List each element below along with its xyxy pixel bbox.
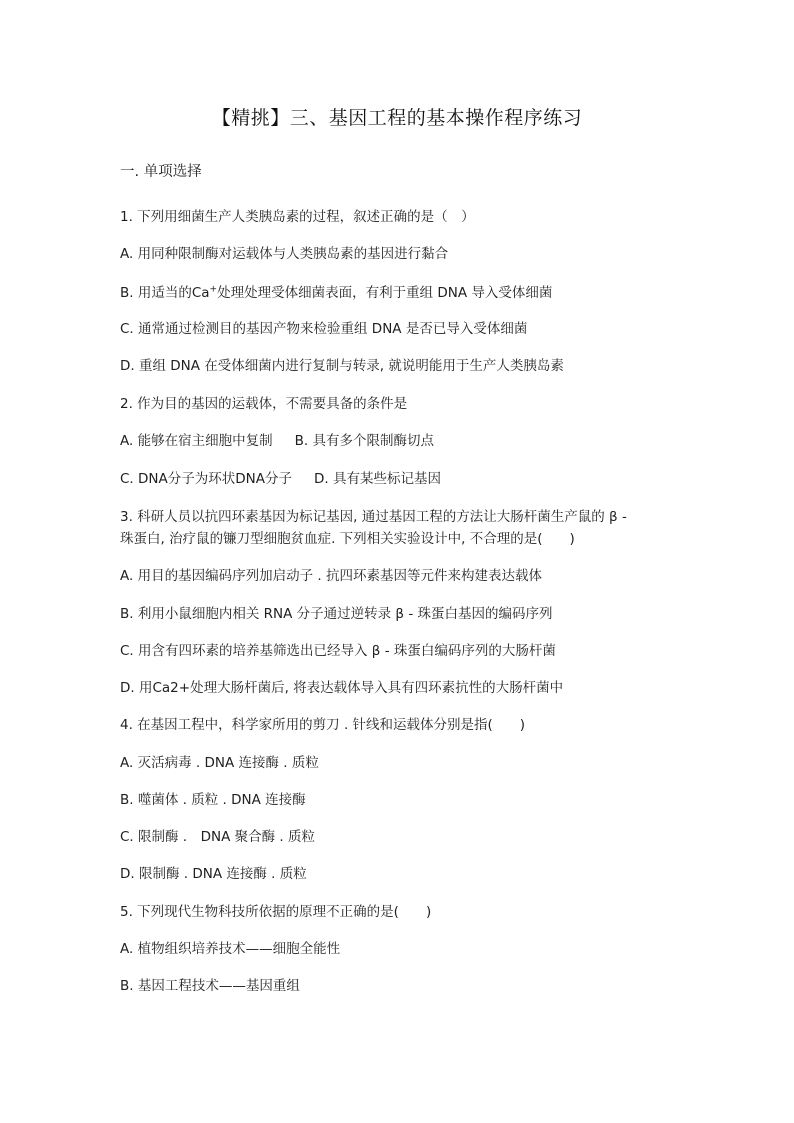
question-2-options-ab	[120, 432, 434, 450]
question-4-option-a: A. 灭活病毒 . DNA 连接酶 . 质粒	[120, 755, 319, 771]
question-1-option-a: A. 用同种限制酶对运载体与人类胰岛素的基因进行黏合	[120, 246, 449, 262]
question-2-options-cd	[120, 470, 441, 488]
question-1-option-d: D. 重组 DNA 在受体细菌内进行复制与转录, 就说明能用于生产人类胰岛素	[120, 358, 564, 374]
question-2-stem: 2. 作为目的基因的运载体，不需要具备的条件是	[120, 396, 408, 412]
question-2-option-c: C. DNA分子为环状DNA分子	[120, 471, 292, 487]
question-3-option-c: C. 用含有四环素的培养基筛选出已经导入 β - 珠蛋白编码序列的大肠杆菌	[120, 643, 556, 659]
question-4-option-d: D. 限制酶 . DNA 连接酶 . 质粒	[120, 866, 307, 882]
question-5-stem: 5. 下列现代生物科技所依据的原理不正确的是( )	[120, 904, 432, 920]
question-1-option-b-suffix: 处理处理受体细菌表面，有利于重组 DNA 导入受体细菌	[217, 285, 553, 301]
question-4-stem: 4. 在基因工程中，科学家所用的剪刀 . 针线和运载体分别是指( )	[120, 717, 526, 733]
question-2-option-a: A. 能够在宿主细胞中复制	[120, 433, 273, 449]
calcium-charge-superscript: +	[209, 284, 218, 295]
page-title: 【精挑】三、基因工程的基本操作程序练习	[211, 107, 583, 129]
question-3-option-d: D. 用Ca2+处理大肠杆菌后, 将表达载体导入具有四环素抗性的大肠杆菌中	[120, 680, 564, 696]
question-3-stem-line-1: 3. 科研人员以抗四环素基因为标记基因, 通过基因工程的方法让大肠杆菌生产鼠的 β -	[120, 509, 627, 525]
question-1-option-b-prefix: B. 用适当的Ca	[120, 285, 210, 301]
question-2-option-b: B. 具有多个限制酶切点	[294, 433, 434, 449]
question-1-option-c: C. 通常通过检测目的基因产物来检验重组 DNA 是否已导入受体细菌	[120, 321, 528, 337]
question-1-option-b	[120, 284, 552, 302]
question-3-stem-line-2: 珠蛋白, 治疗鼠的镰刀型细胞贫血症. 下列相关实验设计中, 不合理的是( )	[120, 531, 575, 547]
section-heading: 一. 单项选择	[120, 164, 202, 180]
question-4-option-b: B. 噬菌体 . 质粒 . DNA 连接酶	[120, 792, 306, 808]
question-3-option-b: B. 利用小鼠细胞内相关 RNA 分子通过逆转录 β - 珠蛋白基因的编码序列	[120, 606, 553, 622]
question-2-option-d: D. 具有某些标记基因	[313, 471, 441, 487]
question-4-option-c: C. 限制酶 . DNA 聚合酶 . 质粒	[120, 829, 315, 845]
question-3-option-a: A. 用目的基因编码序列加启动子 . 抗四环素基因等元件来构建表达载体	[120, 568, 542, 584]
question-5-option-a: A. 植物组织培养技术——细胞全能性	[120, 941, 341, 957]
question-5-option-b: B. 基因工程技术——基因重组	[120, 978, 300, 994]
question-1-stem: 1. 下列用细菌生产人类胰岛素的过程，叙述正确的是（ ）	[120, 209, 475, 225]
